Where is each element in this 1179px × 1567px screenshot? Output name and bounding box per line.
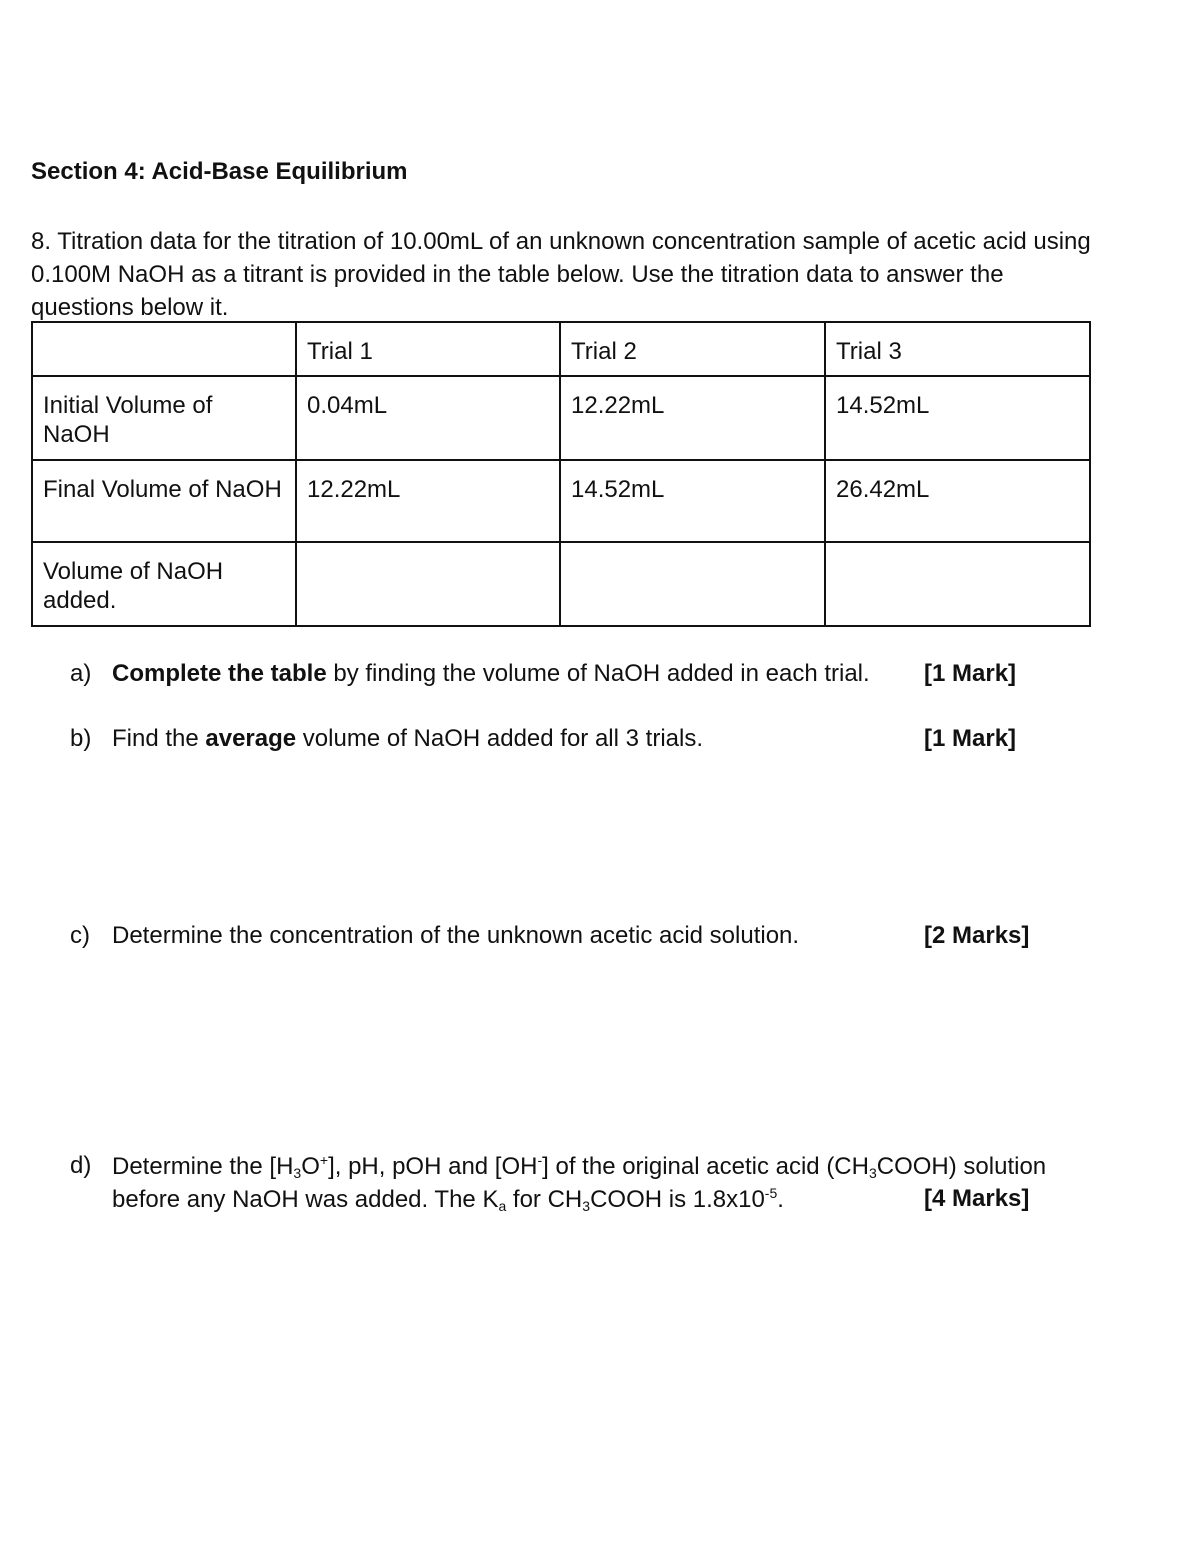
table-cell (825, 542, 1090, 626)
table-header-cell: Trial 2 (560, 322, 825, 376)
table-header-cell (32, 322, 296, 376)
question-intro: 8. Titration data for the titration of 10.00mL of an unknown concentration sample of acetic acid using 0.100M NaOH as a titrant is provided in the table below. Use the titration data to answer the questions below it. (31, 228, 1091, 321)
marks-label: [1 Mark] (924, 660, 1017, 687)
table-cell: 0.04mL (296, 376, 560, 460)
marks-label: [1 Mark] (924, 725, 1017, 752)
question-letter: a) (70, 660, 92, 687)
row-label: Volume of NaOH added. (32, 542, 296, 626)
table-header-cell: Trial 1 (296, 322, 560, 376)
table-cell (560, 542, 825, 626)
marks-label: [4 Marks] (924, 1185, 1030, 1212)
table-header-cell: Trial 3 (825, 322, 1090, 376)
question-letter: c) (70, 922, 90, 949)
table-cell: 14.52mL (825, 376, 1090, 460)
table-cell: 12.22mL (296, 460, 560, 542)
table-cell: 12.22mL (560, 376, 825, 460)
table-row (32, 460, 1090, 542)
question-letter: b) (70, 725, 92, 752)
question-letter: d) (70, 1152, 92, 1179)
row-label: Final Volume of NaOH (32, 460, 296, 542)
question-text: Determine the concentration of the unknown acetic acid solution. (112, 922, 800, 949)
table-cell: 26.42mL (825, 460, 1090, 542)
question-text: Find the average volume of NaOH added for all 3 trials. (112, 725, 703, 752)
table-cell (296, 542, 560, 626)
table-header-row (32, 322, 1090, 376)
question-text-line-2: before any NaOH was added. The $K_a$ for $CH_3COOH$ is $1.8x10^{-5}$. (112, 1185, 784, 1214)
table-cell: 14.52mL (560, 460, 825, 542)
marks-label: [2 Marks] (924, 922, 1030, 949)
question-text: Complete the table by finding the volume of NaOH added in each trial. (112, 660, 870, 687)
table-row (32, 542, 1090, 626)
table-row (32, 376, 1090, 460)
question-text-line-1: Determine the $[H_3O^+]$, pH, pOH and [OH-] of the original acetic acid $(CH_3COOH)$ solution (112, 1152, 1047, 1181)
titration-table (31, 321, 1091, 627)
row-label: Initial Volume of NaOH (32, 376, 296, 460)
section-title: Section 4: Acid-Base Equilibrium (31, 158, 408, 185)
